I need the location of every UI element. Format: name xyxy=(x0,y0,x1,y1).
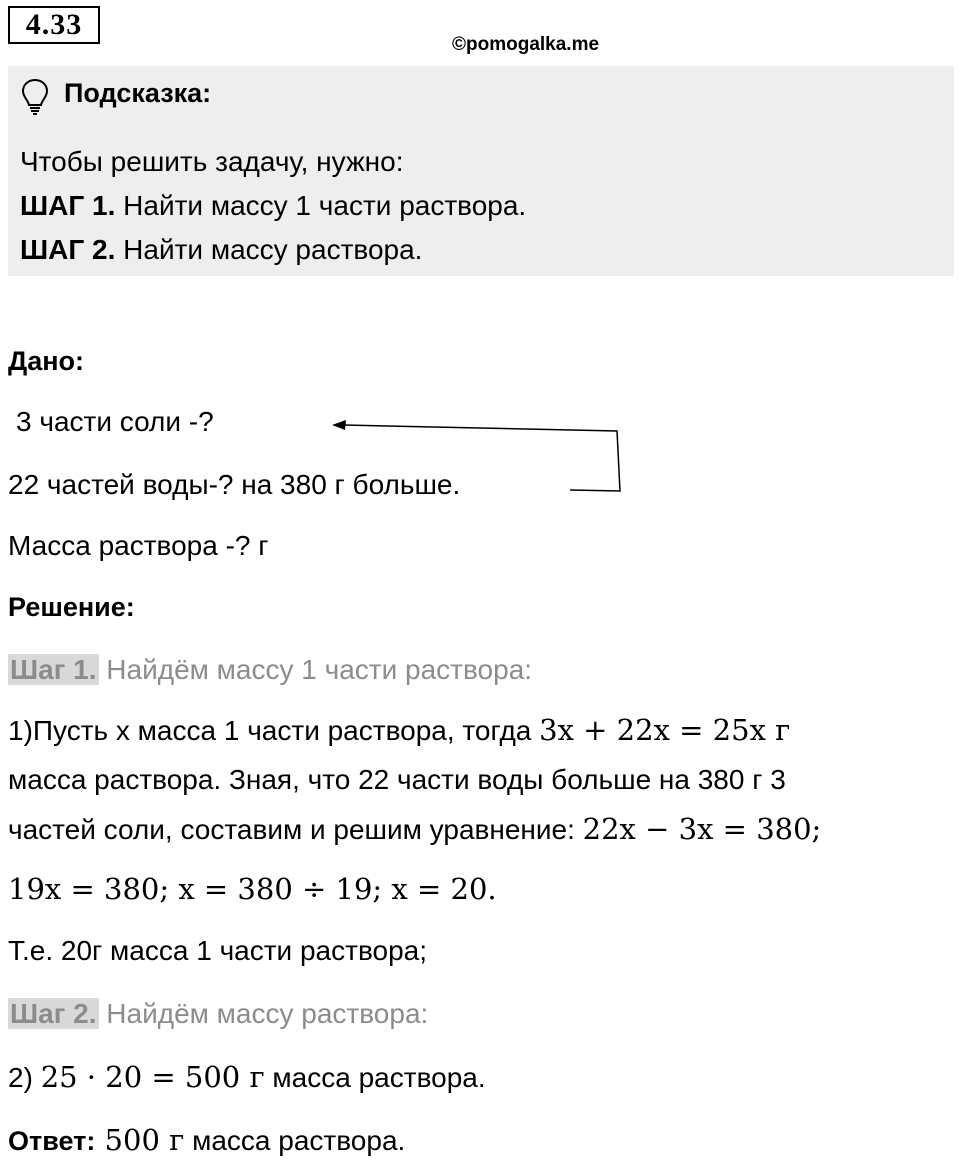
watermark: ©pomogalka.me xyxy=(452,34,600,55)
step-1-line-2: масса раствора. Зная, что 22 части воды больше на 380 г 3 xyxy=(8,764,786,795)
answer-line xyxy=(8,1123,405,1157)
step-1-line-3-math: 22x − 3x = 380; xyxy=(582,812,822,846)
given-line-1: 3 части соли -? xyxy=(16,406,214,437)
step-2-heading xyxy=(8,998,428,1030)
step-1-line-5: Т.е. 20г масса 1 части раствора; xyxy=(8,935,428,966)
step-1-line-1-math: 3x + 22x = 25x г xyxy=(539,713,791,747)
step-1-line-3 xyxy=(8,812,821,846)
answer-text: масса раствора. xyxy=(184,1125,406,1156)
step-2-title: Найдём массу раствора: xyxy=(98,998,429,1029)
hint-step-2-label: ШАГ 2. xyxy=(20,234,116,265)
step-1-label: Шаг 1. xyxy=(10,654,97,685)
comparison-arrow xyxy=(0,0,960,520)
hint-title: Подсказка: xyxy=(64,78,212,108)
given-line-3: Масса раствора -? г xyxy=(8,530,269,561)
step-2-text: масса раствора. xyxy=(264,1062,486,1093)
step-1-line-3-text: частей соли, составим и решим уравнение: xyxy=(8,814,583,845)
hint-step-2-text: Найти массу раствора. xyxy=(115,234,423,265)
step-2-prefix: 2) xyxy=(8,1062,41,1093)
solution-title: Решение: xyxy=(8,592,135,622)
given-title: Дано: xyxy=(8,346,85,376)
step-1-title: Найдём массу 1 части раствора: xyxy=(98,654,533,685)
step-1-line-4-math: 19x = 380; x = 380 ÷ 19; x = 20. xyxy=(8,872,497,906)
step-1-heading xyxy=(8,654,532,686)
problem-number: 4.33 xyxy=(8,6,100,44)
step-2-math: 25 · 20 = 500 г xyxy=(40,1060,265,1094)
hint-step-1-text: Найти массу 1 части раствора. xyxy=(115,190,527,221)
answer-label: Ответ: xyxy=(8,1126,96,1156)
step-2-label: Шаг 2. xyxy=(10,998,97,1029)
answer-math: 500 г xyxy=(95,1123,185,1157)
hint-intro: Чтобы решить задачу, нужно: xyxy=(20,146,404,177)
step-2-line xyxy=(8,1060,486,1094)
given-line-2: 22 частей воды-? на 380 г больше. xyxy=(8,469,461,500)
step-1-line-1-text: 1)Пусть х масса 1 части раствора, тогда xyxy=(8,715,540,746)
step-1-line-1 xyxy=(8,713,790,747)
hint-step-1-label: ШАГ 1. xyxy=(20,190,116,221)
step-1-line-4 xyxy=(8,872,497,906)
